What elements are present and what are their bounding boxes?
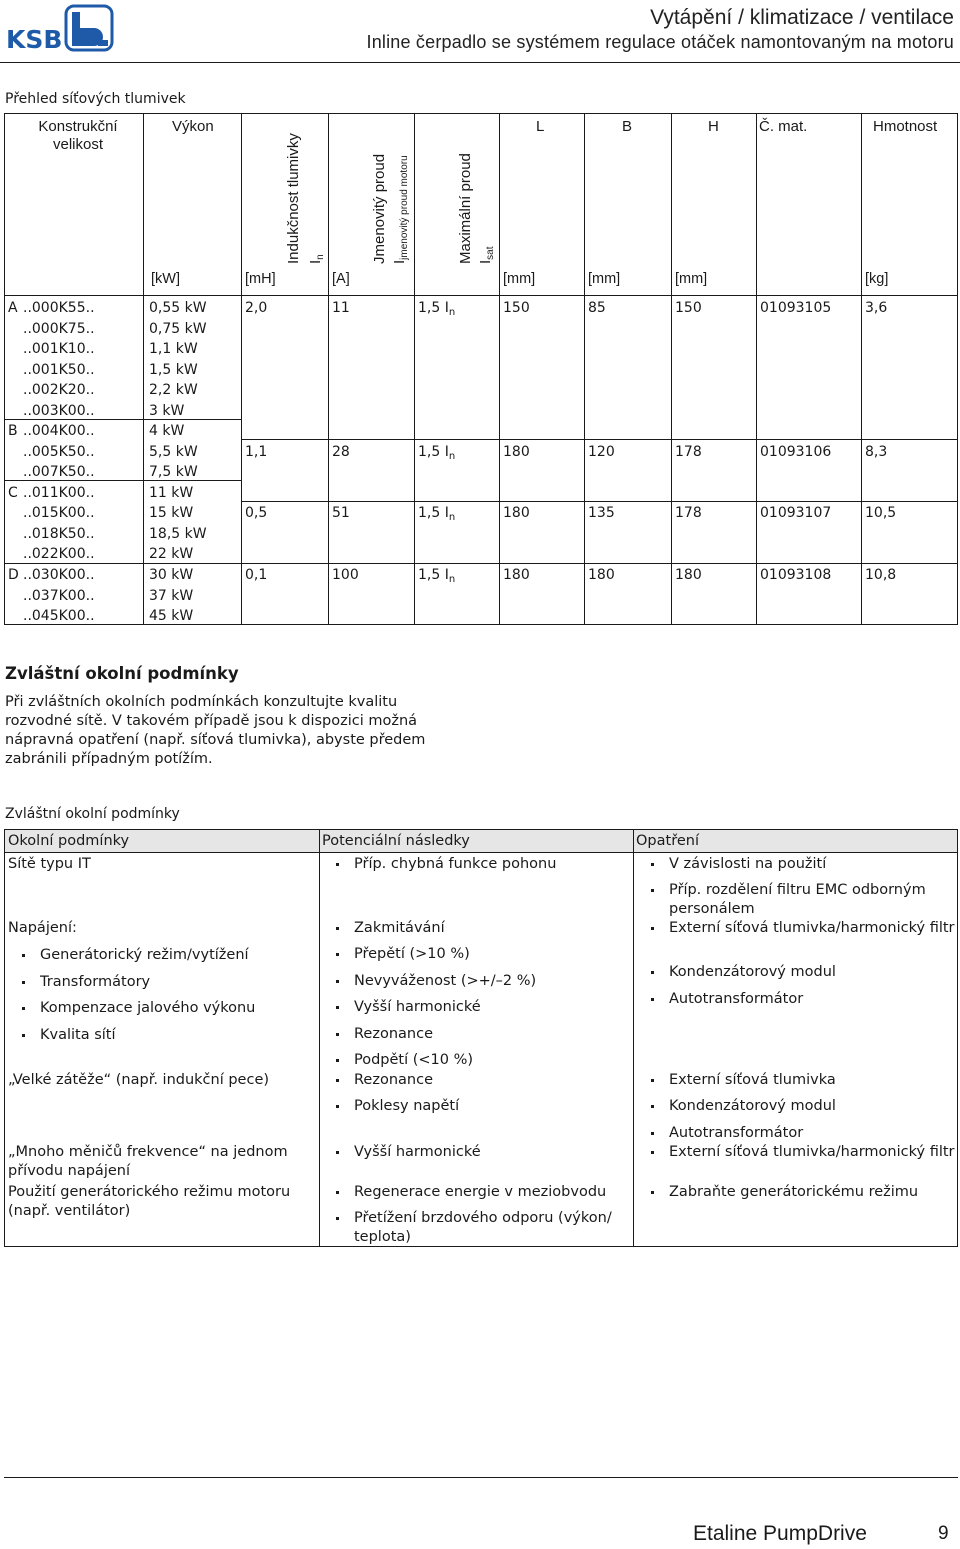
power-value: 18,5 kW — [149, 525, 207, 542]
consequence-item: Rezonance — [336, 1025, 433, 1044]
measure-item: Kondenzátorový modul — [651, 963, 836, 982]
unit-H: [mm] — [675, 271, 708, 287]
max-current-value: 1,5 $I_n$ — [418, 505, 456, 523]
page-number: 9 — [938, 1523, 949, 1544]
size-code: ..022K00.. — [23, 546, 95, 562]
col-divider — [499, 114, 500, 624]
consequence-item: Příp. chybná funkce pohonu — [336, 855, 556, 874]
size-code: ..000K75.. — [23, 320, 95, 337]
header-divider — [0, 62, 960, 63]
height-value: 178 — [675, 505, 702, 521]
length-value: 180 — [503, 567, 530, 583]
height-value: 178 — [675, 443, 702, 460]
size-code: ..000K55.. — [23, 300, 95, 316]
inductance-value: 0,1 — [245, 567, 268, 583]
group-letter: C — [8, 485, 18, 501]
power-value: 2,2 kW — [149, 382, 198, 398]
col-divider — [241, 114, 242, 624]
conditions-table — [4, 829, 958, 1247]
ksb-logo — [6, 4, 118, 52]
measure-item: Autotransformátor — [651, 1124, 803, 1143]
group-letter: A — [8, 300, 18, 316]
group-divider — [241, 439, 957, 440]
power-value: 11 kW — [149, 484, 194, 501]
weight-value: 10,8 — [865, 567, 897, 583]
consequence-item: Zakmitávání — [336, 919, 445, 938]
width-value: 120 — [588, 443, 615, 460]
max-current-value: 1,5 $I_n$ — [418, 567, 456, 585]
col-header-H: H — [708, 118, 719, 135]
col-header-inductance: Indukčnost tlumivky — [285, 133, 302, 264]
power-value: 3 kW — [149, 402, 185, 419]
col-divider — [328, 114, 329, 624]
size-code: ..018K50.. — [23, 525, 95, 542]
size-code: ..015K00.. — [23, 505, 95, 521]
unit-current: [A] — [332, 271, 350, 287]
measure-item: Externí síťová tlumivka — [651, 1071, 836, 1090]
weight-value: 10,5 — [865, 505, 897, 521]
col-header-weight: Hmotnost — [873, 118, 938, 135]
power-value: 1,5 kW — [149, 361, 198, 378]
inductance-value: 1,1 — [245, 443, 268, 460]
unit-weight: [kg] — [865, 271, 889, 287]
header-divider — [5, 852, 957, 853]
power-value: 0,75 kW — [149, 320, 207, 337]
max-current-value: 1,5 $I_n$ — [418, 443, 456, 462]
footer-divider — [4, 1477, 958, 1478]
consequence-item: Přepětí (>10 %) — [336, 945, 470, 964]
col-header-inductance-symbol: $I_n$ — [307, 254, 326, 264]
material-number: 01093108 — [760, 567, 832, 583]
col-divider — [143, 114, 144, 624]
consequence-item: Vyšší harmonické — [336, 998, 481, 1017]
condition-item: Kompenzace jalového výkonu — [22, 999, 255, 1018]
consequence-item: Regenerace energie v meziobvodu — [336, 1183, 606, 1202]
size-code: ..001K50.. — [23, 361, 95, 378]
condition-generator-mode: Použití generátorického režimu motoru (např. ventilátor) — [8, 1184, 291, 1219]
rated-current-value: 11 — [332, 300, 350, 316]
col-header-max-current: Maximální proud — [457, 153, 474, 264]
unit-inductance: [mH] — [245, 271, 276, 287]
col-header-rated-symbol: $I_{jmenovitý proud motoru}$ — [391, 155, 410, 264]
rated-current-value: 28 — [332, 443, 350, 460]
col-header-L: L — [536, 118, 545, 135]
chokes-table — [4, 113, 958, 625]
inductance-value: 2,0 — [245, 300, 268, 316]
power-value: 22 kW — [149, 546, 194, 562]
col-divider — [756, 114, 757, 624]
header-title: Vytápění / klimatizace / ventilace — [650, 6, 954, 29]
consequence-item: Vyšší harmonické — [336, 1143, 481, 1162]
condition-power-supply: Napájení: — [8, 920, 77, 936]
section-paragraph: Při zvláštních okolních podmínkách konzultujte kvalitu rozvodné sítě. V takovém případě jsou k dispozici možná nápravná opatření (např. síťová tlumivka), abyste předem zabránili případným potížím. — [5, 694, 426, 767]
size-code: ..004K00.. — [23, 423, 95, 439]
power-value: 15 kW — [149, 505, 194, 521]
consequence-item: Poklesy napětí — [336, 1097, 459, 1116]
length-value: 150 — [503, 300, 530, 316]
col-header-rated-current: Jmenovitý proud — [371, 153, 388, 264]
material-number: 01093105 — [760, 300, 832, 316]
width-value: 180 — [588, 567, 615, 583]
size-code: ..003K00.. — [23, 402, 95, 419]
measure-item: Zabraňte generátorickému režimu — [651, 1183, 918, 1202]
power-value: 5,5 kW — [149, 443, 198, 460]
condition-large-loads: „Velké zátěže“ (např. indukční pece) — [8, 1072, 270, 1088]
power-value: 45 kW — [149, 608, 194, 624]
footer-product: Etaline PumpDrive — [693, 1522, 867, 1545]
length-value: 180 — [503, 443, 530, 460]
height-value: 180 — [675, 567, 702, 583]
col-header-conditions: Okolní podmínky — [8, 833, 130, 849]
col-divider — [584, 114, 585, 624]
size-code: ..011K00.. — [23, 484, 95, 501]
size-code: ..037K00.. — [23, 587, 95, 604]
width-value: 135 — [588, 505, 615, 521]
conditions-caption: Zvláštní okolní podmínky — [5, 806, 180, 822]
col-divider — [671, 114, 672, 624]
group-letter: B — [8, 423, 18, 439]
measure-item: Externí síťová tlumivka/harmonický filtr — [651, 1143, 959, 1162]
length-value: 180 — [503, 505, 530, 521]
power-value: 1,1 kW — [149, 341, 198, 357]
rated-current-value: 51 — [332, 505, 350, 521]
col-header-B: B — [622, 118, 633, 135]
condition-it-network: Sítě typu IT — [8, 856, 91, 872]
unit-L: [mm] — [503, 271, 536, 287]
col-divider — [861, 114, 862, 624]
condition-item: Transformátory — [22, 973, 150, 992]
size-code: ..001K10.. — [23, 341, 95, 357]
consequence-item: Rezonance — [336, 1071, 433, 1090]
col-header-consequences: Potenciální následky — [322, 833, 470, 849]
condition-item: Kvalita sítí — [22, 1026, 116, 1045]
power-value: 7,5 kW — [149, 464, 198, 480]
header-subtitle: Inline čerpadlo se systémem regulace otáček namontovaným na motoru — [366, 32, 954, 52]
material-number: 01093106 — [760, 443, 832, 460]
power-value: 37 kW — [149, 587, 194, 604]
measure-item: Autotransformátor — [651, 990, 803, 1009]
measure-item: Externí síťová tlumivka/harmonický filtr — [651, 919, 959, 938]
consequence-item: Podpětí (<10 %) — [336, 1051, 473, 1070]
size-code: ..005K50.. — [23, 443, 95, 460]
group-letter: D — [8, 567, 19, 583]
col-header-material: Č. mat. — [759, 118, 808, 135]
max-current-value: 1,5 $I_n$ — [418, 300, 456, 318]
material-number: 01093107 — [760, 505, 832, 521]
group-divider — [241, 563, 957, 564]
measure-item: Příp. rozdělení filtru EMC odborným personálem — [651, 881, 959, 919]
size-code: ..045K00.. — [23, 608, 95, 624]
rated-current-value: 100 — [332, 567, 359, 583]
power-value: 4 kW — [149, 423, 185, 439]
col-header-max-symbol: $I_{sat}$ — [477, 246, 496, 264]
consequence-item: Nevyváženost (>+/–2 %) — [336, 972, 536, 991]
condition-many-converters: „Mnoho měničů frekvence“ na jednom přívodu napájení — [8, 1144, 288, 1179]
consequence-item: Přetížení brzdového odporu (výkon/ teplota) — [336, 1209, 634, 1247]
power-value: 0,55 kW — [149, 300, 207, 316]
size-code: ..007K50.. — [23, 464, 95, 480]
height-value: 150 — [675, 300, 702, 316]
chokes-caption: Přehled síťových tlumivek — [5, 91, 186, 107]
measure-item: Kondenzátorový modul — [651, 1097, 836, 1116]
size-code: ..002K20.. — [23, 382, 95, 398]
inductance-value: 0,5 — [245, 505, 268, 521]
measure-item: V závislosti na použití — [651, 855, 826, 874]
col-divider — [633, 830, 634, 1246]
unit-power: [kW] — [151, 271, 180, 287]
size-code: ..030K00.. — [23, 567, 95, 583]
col-header-size: Konstrukční velikost — [38, 118, 118, 153]
table-header-row — [5, 830, 957, 852]
weight-value: 3,6 — [865, 300, 888, 316]
col-header-measures: Opatření — [636, 833, 699, 849]
condition-item: Generátorický režim/vytížení — [22, 946, 249, 965]
header-divider — [5, 295, 957, 296]
col-divider — [414, 114, 415, 624]
weight-value: 8,3 — [865, 443, 888, 460]
section-title: Zvláštní okolní podmínky — [5, 664, 239, 683]
width-value: 85 — [588, 300, 606, 316]
col-divider — [319, 830, 320, 1246]
logo-text: KSB — [6, 25, 63, 52]
col-header-power: Výkon — [172, 118, 214, 135]
power-value: 30 kW — [149, 567, 194, 583]
group-divider — [241, 501, 957, 502]
unit-B: [mm] — [588, 271, 621, 287]
